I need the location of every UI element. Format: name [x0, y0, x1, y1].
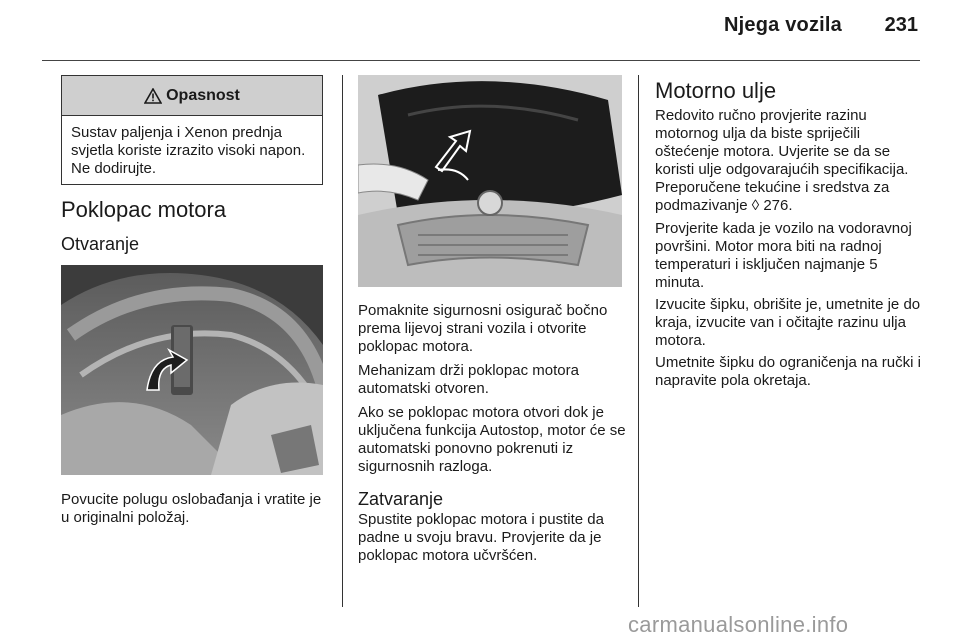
header-rule	[42, 60, 920, 61]
step-close-hood: Spustite poklopac motora i pustite da padne u svoju bravu. Provjerite da je poklopac motora učvršćen.	[358, 511, 604, 564]
oil-check-intro	[655, 107, 925, 215]
oil-dipstick-procedure: Izvucite šipku, obrišite je, umetnite je do kraja, izvucite van i očitajte razinu ulja motora.	[655, 296, 921, 349]
section-title-hood: Poklopac motora	[61, 197, 227, 222]
page-reference-link[interactable]: 276.	[763, 197, 793, 214]
oil-check-intro-text: Redovito ručno provjerite razinu motornog ulja da biste spriječili oštećenje motora. Uvjerite se da se koristi ulje odgovarajućih specifikacija. Preporučene tekućine i sredstva za podmazivanje	[655, 107, 909, 214]
warning-text: Sustav paljenja i Xenon prednja svjetla koriste izrazito visoki napon. Ne dodirujte.	[71, 124, 306, 177]
hood-release-lever-photo	[61, 265, 323, 475]
subsection-title-opening: Otvaranje	[61, 234, 140, 254]
warning-heading: Opasnost	[166, 86, 240, 104]
column-divider-right	[638, 75, 639, 607]
column-divider-left	[342, 75, 343, 607]
oil-dipstick-insert: Umetnite šipku do ograničenja na ručki i napravite pola okretaja.	[655, 354, 921, 389]
watermark: carmanualsonline.info	[628, 612, 849, 637]
hood-opening-photo	[358, 75, 622, 287]
caption-release-lever: Povucite polugu oslobađanja i vratite je u originalni položaj.	[61, 491, 322, 526]
autostop-note: Ako se poklopac motora otvori dok je uključena funkcija Autostop, motor će se automatski ponovno pokrenuti iz sigurnosnih razloga.	[358, 404, 626, 475]
page-number: 231	[884, 14, 918, 36]
warning-header	[62, 76, 322, 116]
oil-check-conditions: Provjerite kada je vozilo na vodoravnoj površini. Motor mora biti na radnoj temperaturi i isključen najmanje 5 minuta.	[655, 220, 912, 291]
hood-held-open-note: Mehanizam drži poklopac motora automatski otvoren.	[358, 362, 579, 397]
page-header-title: Njega vozila	[724, 14, 842, 36]
danger-warning-box	[61, 75, 323, 185]
subsection-title-closing: Zatvaranje	[358, 489, 444, 509]
section-title-engine-oil: Motorno ulje	[655, 78, 777, 103]
warning-triangle-icon	[144, 88, 162, 104]
page-reference-icon: ◊	[751, 197, 760, 214]
step-open-hood: Pomaknite sigurnosni osigurač bočno prema lijevoj strani vozila i otvorite poklopac motora.	[358, 302, 608, 355]
